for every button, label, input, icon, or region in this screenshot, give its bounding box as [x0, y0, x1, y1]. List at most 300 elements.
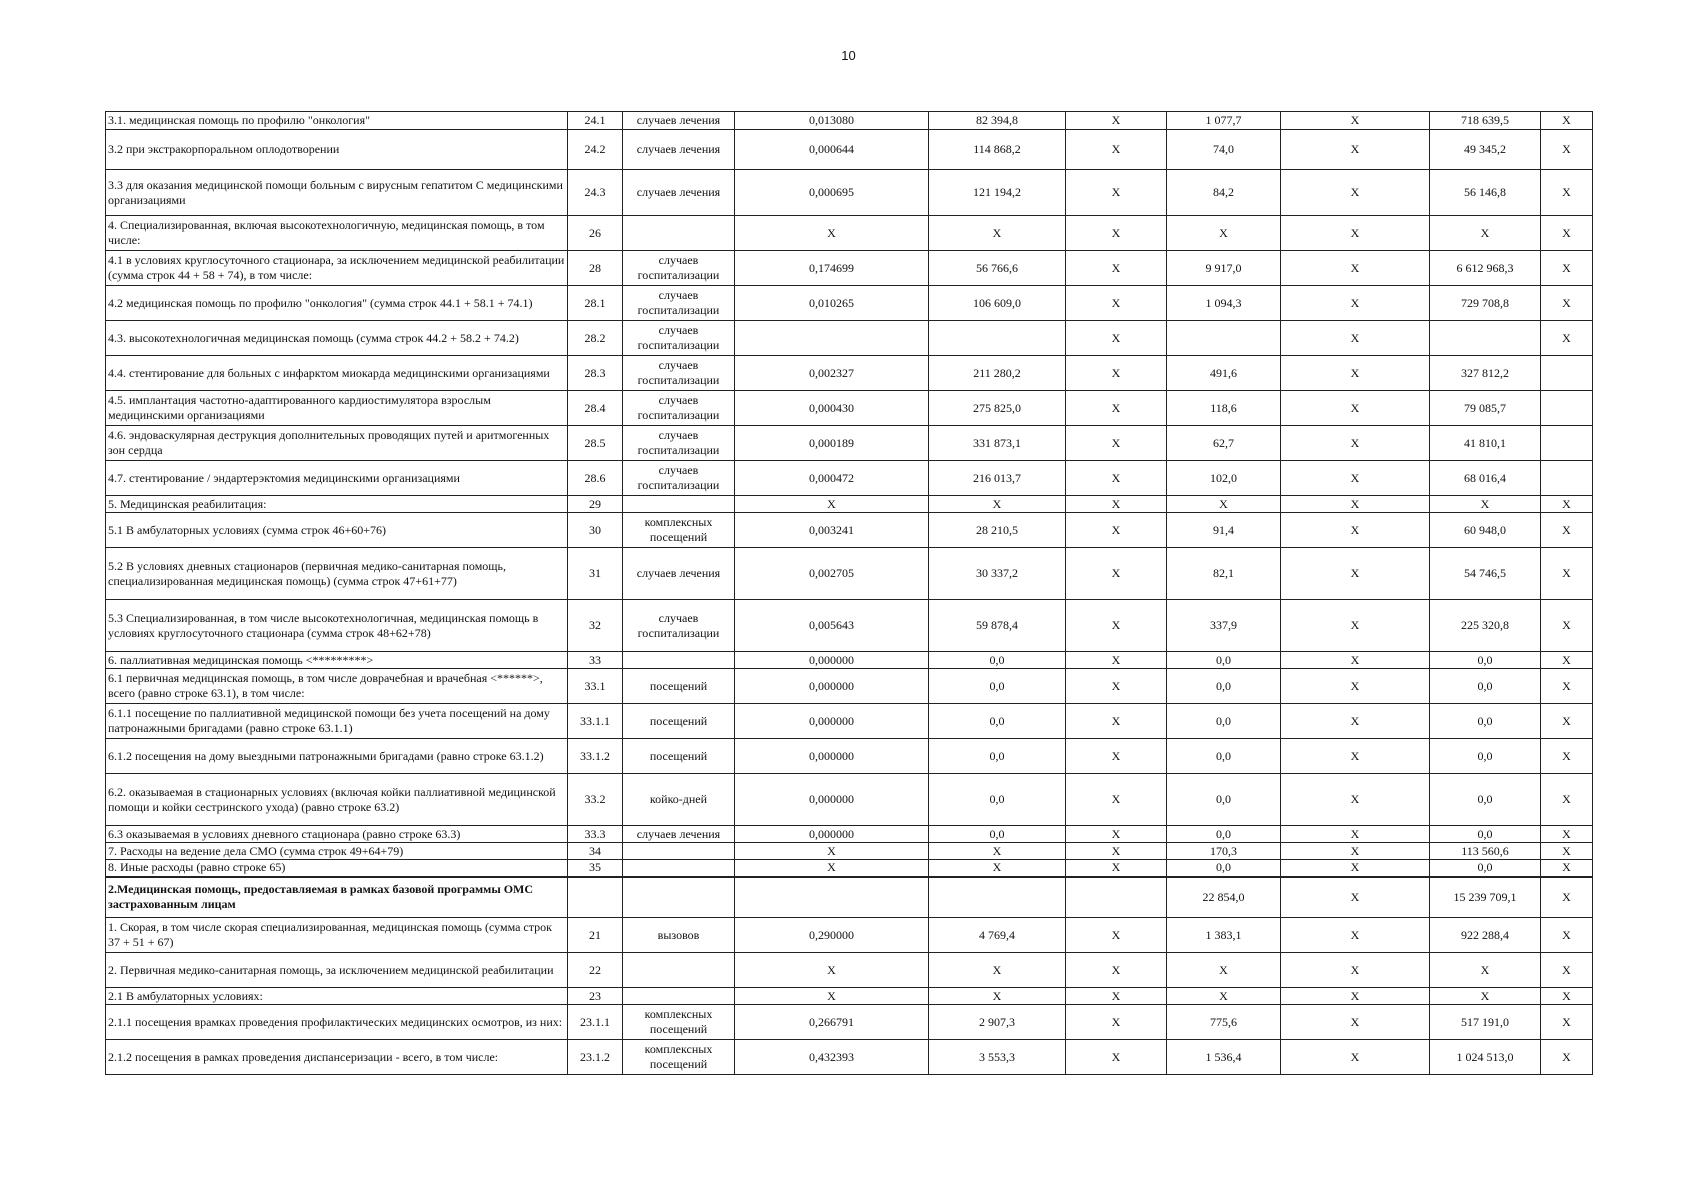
- unit-cell: комплексных посещений: [623, 1040, 735, 1075]
- volume-norm-cell: 0,266791: [735, 1005, 929, 1040]
- unit-cost-cell: 3 553,3: [929, 1040, 1066, 1075]
- budget-norm-cell: X: [1066, 739, 1167, 774]
- share-cell: [1541, 391, 1593, 426]
- budget-total-cell: X: [1281, 774, 1430, 826]
- budget-norm-cell: X: [1066, 826, 1167, 843]
- volume-norm-cell: 0,174699: [735, 251, 929, 286]
- budget-norm-cell: X: [1066, 548, 1167, 600]
- line-number-cell: [568, 877, 623, 918]
- budget-total-cell: X: [1281, 1005, 1430, 1040]
- budget-norm-cell: X: [1066, 600, 1167, 652]
- volume-norm-cell: 0,000430: [735, 391, 929, 426]
- unit-cell: [623, 652, 735, 669]
- oms-total-cell: 60 948,0: [1430, 513, 1541, 548]
- unit-cost-cell: 275 825,0: [929, 391, 1066, 426]
- line-number-cell: 35: [568, 860, 623, 877]
- unit-cell: комплексных посещений: [623, 513, 735, 548]
- oms-total-cell: 15 239 709,1: [1430, 877, 1541, 918]
- unit-cell: случаев лечения: [623, 826, 735, 843]
- oms-norm-cell: [1167, 321, 1281, 356]
- table-row: [106, 704, 1593, 739]
- unit-cost-cell: 121 194,2: [929, 170, 1066, 216]
- budget-total-cell: X: [1281, 170, 1430, 216]
- volume-norm-cell: 0,003241: [735, 513, 929, 548]
- unit-cost-cell: 30 337,2: [929, 548, 1066, 600]
- row-name-cell: 4.3. высокотехнологичная медицинская помощь (сумма строк 44.2 + 58.2 + 74.2): [106, 321, 568, 356]
- oms-norm-cell: 0,0: [1167, 774, 1281, 826]
- budget-norm-cell: X: [1066, 1005, 1167, 1040]
- share-cell: X: [1541, 877, 1593, 918]
- page-number: 10: [841, 48, 856, 63]
- oms-total-cell: 68 016,4: [1430, 461, 1541, 496]
- unit-cost-cell: 114 868,2: [929, 130, 1066, 170]
- row-name-cell: 2.1.1 посещения врамках проведения профилактических медицинских осмотров, из них:: [106, 1005, 568, 1040]
- line-number-cell: 30: [568, 513, 623, 548]
- budget-total-cell: X: [1281, 496, 1430, 513]
- oms-norm-cell: 491,6: [1167, 356, 1281, 391]
- oms-norm-cell: 775,6: [1167, 1005, 1281, 1040]
- unit-cost-cell: 0,0: [929, 704, 1066, 739]
- oms-total-cell: 718 639,5: [1430, 112, 1541, 130]
- oms-total-cell: X: [1430, 988, 1541, 1005]
- oms-norm-cell: X: [1167, 988, 1281, 1005]
- row-name-cell: 4.4. стентирование для больных с инфарктом миокарда медицинскими организациями: [106, 356, 568, 391]
- share-cell: [1541, 356, 1593, 391]
- share-cell: X: [1541, 826, 1593, 843]
- line-number-cell: 33: [568, 652, 623, 669]
- table-row: [106, 426, 1593, 461]
- volume-norm-cell: 0,000000: [735, 739, 929, 774]
- volume-norm-cell: X: [735, 988, 929, 1005]
- row-name-cell: 6.3 оказываемая в условиях дневного стационара (равно строке 63.3): [106, 826, 568, 843]
- share-cell: X: [1541, 170, 1593, 216]
- volume-norm-cell: 0,005643: [735, 600, 929, 652]
- oms-total-cell: X: [1430, 953, 1541, 988]
- row-name-cell: 5.1 В амбулаторных условиях (сумма строк 46+60+76): [106, 513, 568, 548]
- unit-cost-cell: 0,0: [929, 739, 1066, 774]
- line-number-cell: 28.5: [568, 426, 623, 461]
- oms-total-cell: 113 560,6: [1430, 843, 1541, 860]
- oms-norm-cell: 0,0: [1167, 704, 1281, 739]
- share-cell: X: [1541, 286, 1593, 321]
- row-name-cell: 6.1.1 посещение по паллиативной медицинской помощи без учета посещений на дому патронажными бригадами (равно строке 63.1.1): [106, 704, 568, 739]
- table-row: [106, 356, 1593, 391]
- share-cell: X: [1541, 988, 1593, 1005]
- share-cell: X: [1541, 112, 1593, 130]
- unit-cell: посещений: [623, 704, 735, 739]
- oms-norm-cell: 337,9: [1167, 600, 1281, 652]
- row-name-cell: 3.3 для оказания медицинской помощи больным с вирусным гепатитом С медицинскими организациями: [106, 170, 568, 216]
- share-cell: X: [1541, 1040, 1593, 1075]
- unit-cost-cell: 211 280,2: [929, 356, 1066, 391]
- unit-cost-cell: 216 013,7: [929, 461, 1066, 496]
- unit-cell: [623, 988, 735, 1005]
- budget-norm-cell: X: [1066, 774, 1167, 826]
- table-row: [106, 843, 1593, 860]
- oms-total-cell: 0,0: [1430, 704, 1541, 739]
- volume-norm-cell: 0,000644: [735, 130, 929, 170]
- unit-cost-cell: [929, 321, 1066, 356]
- unit-cell: случаев госпитализации: [623, 356, 735, 391]
- oms-norm-cell: X: [1167, 216, 1281, 251]
- table-row: [106, 669, 1593, 704]
- row-name-cell: 2. Первичная медико-санитарная помощь, за исключением медицинской реабилитации: [106, 953, 568, 988]
- share-cell: X: [1541, 953, 1593, 988]
- oms-norm-cell: 1 094,3: [1167, 286, 1281, 321]
- budget-norm-cell: [1066, 877, 1167, 918]
- table-row: [106, 251, 1593, 286]
- oms-norm-cell: X: [1167, 496, 1281, 513]
- line-number-cell: 23.1.2: [568, 1040, 623, 1075]
- row-name-cell: 3.2 при экстракорпоральном оплодотворении: [106, 130, 568, 170]
- volume-norm-cell: 0,432393: [735, 1040, 929, 1075]
- unit-cost-cell: 56 766,6: [929, 251, 1066, 286]
- budget-total-cell: X: [1281, 356, 1430, 391]
- oms-norm-cell: 9 917,0: [1167, 251, 1281, 286]
- unit-cell: случаев госпитализации: [623, 600, 735, 652]
- budget-total-cell: X: [1281, 918, 1430, 953]
- line-number-cell: 33.1.1: [568, 704, 623, 739]
- share-cell: X: [1541, 321, 1593, 356]
- volume-norm-cell: 0,000000: [735, 826, 929, 843]
- unit-cost-cell: X: [929, 216, 1066, 251]
- oms-total-cell: 0,0: [1430, 826, 1541, 843]
- unit-cell: посещений: [623, 739, 735, 774]
- row-name-cell: 4.5. имплантация частотно-адаптированного кардиостимулятора взрослым медицинскими организациями: [106, 391, 568, 426]
- unit-cell: комплексных посещений: [623, 1005, 735, 1040]
- line-number-cell: 28.6: [568, 461, 623, 496]
- budget-total-cell: X: [1281, 216, 1430, 251]
- unit-cost-cell: 82 394,8: [929, 112, 1066, 130]
- row-name-cell: 2.Медицинская помощь, предоставляемая в рамках базовой программы ОМС застрахованным лицам: [106, 877, 568, 918]
- unit-cost-cell: 4 769,4: [929, 918, 1066, 953]
- unit-cost-cell: X: [929, 988, 1066, 1005]
- volume-norm-cell: 0,002705: [735, 548, 929, 600]
- unit-cell: случаев госпитализации: [623, 251, 735, 286]
- volume-norm-cell: [735, 877, 929, 918]
- budget-total-cell: X: [1281, 739, 1430, 774]
- unit-cost-cell: 2 907,3: [929, 1005, 1066, 1040]
- table-row: [106, 953, 1593, 988]
- row-name-cell: 4.7. стентирование / эндартерэктомия медицинскими организациями: [106, 461, 568, 496]
- table-row: [106, 652, 1593, 669]
- oms-norm-cell: 22 854,0: [1167, 877, 1281, 918]
- line-number-cell: 33.3: [568, 826, 623, 843]
- row-name-cell: 2.1 В амбулаторных условиях:: [106, 988, 568, 1005]
- oms-total-cell: X: [1430, 216, 1541, 251]
- budget-norm-cell: X: [1066, 321, 1167, 356]
- share-cell: X: [1541, 739, 1593, 774]
- volume-norm-cell: 0,000189: [735, 426, 929, 461]
- oms-total-cell: 79 085,7: [1430, 391, 1541, 426]
- budget-total-cell: X: [1281, 988, 1430, 1005]
- row-name-cell: 6. паллиативная медицинская помощь <*********>: [106, 652, 568, 669]
- unit-cell: [623, 496, 735, 513]
- budget-norm-cell: X: [1066, 669, 1167, 704]
- unit-cell: случаев госпитализации: [623, 286, 735, 321]
- table-row: [106, 391, 1593, 426]
- line-number-cell: 34: [568, 843, 623, 860]
- line-number-cell: 28.3: [568, 356, 623, 391]
- budget-total-cell: X: [1281, 286, 1430, 321]
- row-name-cell: 4.2 медицинская помощь по профилю "онкология" (сумма строк 44.1 + 58.1 + 74.1): [106, 286, 568, 321]
- budget-norm-cell: X: [1066, 1040, 1167, 1075]
- table-row: [106, 112, 1593, 130]
- oms-total-cell: 56 146,8: [1430, 170, 1541, 216]
- row-name-cell: 4. Специализированная, включая высокотехнологичную, медицинская помощь, в том числе:: [106, 216, 568, 251]
- unit-cell: вызовов: [623, 918, 735, 953]
- budget-norm-cell: X: [1066, 461, 1167, 496]
- unit-cost-cell: 0,0: [929, 669, 1066, 704]
- share-cell: [1541, 461, 1593, 496]
- oms-total-cell: 922 288,4: [1430, 918, 1541, 953]
- share-cell: X: [1541, 704, 1593, 739]
- budget-total-cell: X: [1281, 652, 1430, 669]
- line-number-cell: 28.4: [568, 391, 623, 426]
- table-row: [106, 826, 1593, 843]
- share-cell: X: [1541, 600, 1593, 652]
- budget-total-cell: X: [1281, 1040, 1430, 1075]
- oms-norm-cell: 1 536,4: [1167, 1040, 1281, 1075]
- budget-total-cell: X: [1281, 426, 1430, 461]
- oms-total-cell: 1 024 513,0: [1430, 1040, 1541, 1075]
- budget-total-cell: X: [1281, 669, 1430, 704]
- table-body: [106, 112, 1593, 1075]
- share-cell: X: [1541, 860, 1593, 877]
- share-cell: X: [1541, 774, 1593, 826]
- oms-total-cell: 41 810,1: [1430, 426, 1541, 461]
- volume-norm-cell: 0,002327: [735, 356, 929, 391]
- table-row: [106, 918, 1593, 953]
- table-row: [106, 461, 1593, 496]
- table-row: [106, 286, 1593, 321]
- table-row: [106, 1005, 1593, 1040]
- budget-norm-cell: X: [1066, 286, 1167, 321]
- volume-norm-cell: X: [735, 216, 929, 251]
- oms-norm-cell: 91,4: [1167, 513, 1281, 548]
- budget-norm-cell: X: [1066, 496, 1167, 513]
- line-number-cell: 23: [568, 988, 623, 1005]
- oms-total-cell: 0,0: [1430, 652, 1541, 669]
- share-cell: X: [1541, 1005, 1593, 1040]
- line-number-cell: 33.2: [568, 774, 623, 826]
- unit-cell: случаев лечения: [623, 112, 735, 130]
- oms-norm-cell: 1 077,7: [1167, 112, 1281, 130]
- oms-norm-cell: 82,1: [1167, 548, 1281, 600]
- line-number-cell: 33.1.2: [568, 739, 623, 774]
- budget-norm-cell: X: [1066, 130, 1167, 170]
- table-row: [106, 321, 1593, 356]
- unit-cell: [623, 860, 735, 877]
- row-name-cell: 5. Медицинская реабилитация:: [106, 496, 568, 513]
- budget-total-cell: X: [1281, 112, 1430, 130]
- line-number-cell: 28.1: [568, 286, 623, 321]
- oms-norm-cell: X: [1167, 953, 1281, 988]
- unit-cost-cell: X: [929, 860, 1066, 877]
- unit-cost-cell: 106 609,0: [929, 286, 1066, 321]
- unit-cost-cell: [929, 877, 1066, 918]
- budget-norm-cell: X: [1066, 513, 1167, 548]
- budget-total-cell: X: [1281, 704, 1430, 739]
- oms-total-cell: 54 746,5: [1430, 548, 1541, 600]
- share-cell: X: [1541, 669, 1593, 704]
- unit-cost-cell: 59 878,4: [929, 600, 1066, 652]
- budget-total-cell: X: [1281, 513, 1430, 548]
- line-number-cell: 29: [568, 496, 623, 513]
- table-row: [106, 496, 1593, 513]
- oms-total-cell: 0,0: [1430, 739, 1541, 774]
- budget-total-cell: X: [1281, 826, 1430, 843]
- unit-cell: случаев госпитализации: [623, 321, 735, 356]
- unit-cell: случаев лечения: [623, 548, 735, 600]
- budget-norm-cell: X: [1066, 843, 1167, 860]
- line-number-cell: 28.2: [568, 321, 623, 356]
- volume-norm-cell: [735, 321, 929, 356]
- row-name-cell: 1. Скорая, в том числе скорая специализированная, медицинская помощь (сумма строк 37 + 51 + 67): [106, 918, 568, 953]
- unit-cell: посещений: [623, 669, 735, 704]
- volume-norm-cell: 0,000000: [735, 774, 929, 826]
- budget-norm-cell: X: [1066, 112, 1167, 130]
- budget-norm-cell: X: [1066, 216, 1167, 251]
- oms-total-cell: 0,0: [1430, 774, 1541, 826]
- budget-total-cell: X: [1281, 843, 1430, 860]
- unit-cell: [623, 877, 735, 918]
- unit-cost-cell: X: [929, 843, 1066, 860]
- unit-cost-cell: 28 210,5: [929, 513, 1066, 548]
- budget-norm-cell: X: [1066, 251, 1167, 286]
- row-name-cell: 6.1 первичная медицинская помощь, в том числе доврачебная и врачебная <******>, всего (равно строке 63.1), в том числе:: [106, 669, 568, 704]
- line-number-cell: 32: [568, 600, 623, 652]
- volume-norm-cell: 0,000695: [735, 170, 929, 216]
- row-name-cell: 4.6. эндоваскулярная деструкция дополнительных проводящих путей и аритмогенных зон сердца: [106, 426, 568, 461]
- budget-norm-cell: X: [1066, 426, 1167, 461]
- budget-total-cell: X: [1281, 860, 1430, 877]
- oms-norm-cell: 0,0: [1167, 669, 1281, 704]
- budget-total-cell: X: [1281, 461, 1430, 496]
- budget-norm-cell: X: [1066, 918, 1167, 953]
- share-cell: X: [1541, 548, 1593, 600]
- share-cell: [1541, 426, 1593, 461]
- row-name-cell: 2.1.2 посещения в рамках проведения диспансеризации - всего, в том числе:: [106, 1040, 568, 1075]
- oms-norm-cell: 170,3: [1167, 843, 1281, 860]
- line-number-cell: 33.1: [568, 669, 623, 704]
- volume-norm-cell: 0,010265: [735, 286, 929, 321]
- oms-total-cell: X: [1430, 496, 1541, 513]
- oms-norm-cell: 102,0: [1167, 461, 1281, 496]
- unit-cell: случаев госпитализации: [623, 461, 735, 496]
- table-row: [106, 774, 1593, 826]
- volume-norm-cell: 0,000000: [735, 704, 929, 739]
- oms-norm-cell: 118,6: [1167, 391, 1281, 426]
- share-cell: X: [1541, 652, 1593, 669]
- oms-norm-cell: 62,7: [1167, 426, 1281, 461]
- table-row: [106, 1040, 1593, 1075]
- budget-total-cell: X: [1281, 251, 1430, 286]
- oms-norm-cell: 0,0: [1167, 652, 1281, 669]
- line-number-cell: 28: [568, 251, 623, 286]
- unit-cost-cell: 331 873,1: [929, 426, 1066, 461]
- line-number-cell: 26: [568, 216, 623, 251]
- table-row: [106, 513, 1593, 548]
- budget-total-cell: X: [1281, 391, 1430, 426]
- share-cell: X: [1541, 130, 1593, 170]
- share-cell: X: [1541, 216, 1593, 251]
- table-row: [106, 170, 1593, 216]
- table-row: [106, 216, 1593, 251]
- unit-cost-cell: X: [929, 953, 1066, 988]
- table-row: [106, 860, 1593, 877]
- oms-norm-cell: 84,2: [1167, 170, 1281, 216]
- oms-total-cell: 49 345,2: [1430, 130, 1541, 170]
- budget-norm-cell: X: [1066, 704, 1167, 739]
- volume-norm-cell: X: [735, 843, 929, 860]
- unit-cell: случаев госпитализации: [623, 426, 735, 461]
- table-row: [106, 739, 1593, 774]
- budget-norm-cell: X: [1066, 170, 1167, 216]
- line-number-cell: 24.1: [568, 112, 623, 130]
- unit-cost-cell: X: [929, 496, 1066, 513]
- unit-cell: случаев лечения: [623, 170, 735, 216]
- budget-norm-cell: X: [1066, 988, 1167, 1005]
- row-name-cell: 5.2 В условиях дневных стационаров (первичная медико-санитарная помощь, специализированная медицинская помощь) (сумма строк 47+61+77): [106, 548, 568, 600]
- oms-total-cell: 729 708,8: [1430, 286, 1541, 321]
- oms-total-cell: 0,0: [1430, 860, 1541, 877]
- line-number-cell: 23.1.1: [568, 1005, 623, 1040]
- unit-cell: [623, 953, 735, 988]
- oms-norm-cell: 74,0: [1167, 130, 1281, 170]
- oms-norm-cell: 0,0: [1167, 739, 1281, 774]
- oms-total-cell: 0,0: [1430, 669, 1541, 704]
- volume-cost-table: [105, 111, 1593, 1075]
- oms-total-cell: 327 812,2: [1430, 356, 1541, 391]
- budget-norm-cell: X: [1066, 356, 1167, 391]
- volume-norm-cell: X: [735, 953, 929, 988]
- oms-total-cell: 225 320,8: [1430, 600, 1541, 652]
- unit-cost-cell: 0,0: [929, 652, 1066, 669]
- budget-total-cell: X: [1281, 321, 1430, 356]
- unit-cost-cell: 0,0: [929, 774, 1066, 826]
- budget-norm-cell: X: [1066, 652, 1167, 669]
- row-name-cell: 7. Расходы на ведение дела СМО (сумма строк 49+64+79): [106, 843, 568, 860]
- share-cell: X: [1541, 843, 1593, 860]
- oms-total-cell: 517 191,0: [1430, 1005, 1541, 1040]
- table-row: [106, 130, 1593, 170]
- budget-total-cell: X: [1281, 953, 1430, 988]
- volume-norm-cell: X: [735, 860, 929, 877]
- share-cell: X: [1541, 513, 1593, 548]
- oms-total-cell: 6 612 968,3: [1430, 251, 1541, 286]
- volume-norm-cell: 0,000472: [735, 461, 929, 496]
- volume-norm-cell: 0,000000: [735, 652, 929, 669]
- unit-cell: [623, 843, 735, 860]
- unit-cost-cell: 0,0: [929, 826, 1066, 843]
- oms-norm-cell: 0,0: [1167, 826, 1281, 843]
- oms-total-cell: [1430, 321, 1541, 356]
- budget-total-cell: X: [1281, 548, 1430, 600]
- row-name-cell: 8. Иные расходы (равно строке 65): [106, 860, 568, 877]
- share-cell: X: [1541, 496, 1593, 513]
- volume-norm-cell: 0,000000: [735, 669, 929, 704]
- table-row: [106, 600, 1593, 652]
- row-name-cell: 6.1.2 посещения на дому выездными патронажными бригадами (равно строке 63.1.2): [106, 739, 568, 774]
- unit-cell: случаев госпитализации: [623, 391, 735, 426]
- oms-norm-cell: 0,0: [1167, 860, 1281, 877]
- budget-norm-cell: X: [1066, 953, 1167, 988]
- line-number-cell: 24.3: [568, 170, 623, 216]
- line-number-cell: 24.2: [568, 130, 623, 170]
- line-number-cell: 21: [568, 918, 623, 953]
- budget-total-cell: X: [1281, 877, 1430, 918]
